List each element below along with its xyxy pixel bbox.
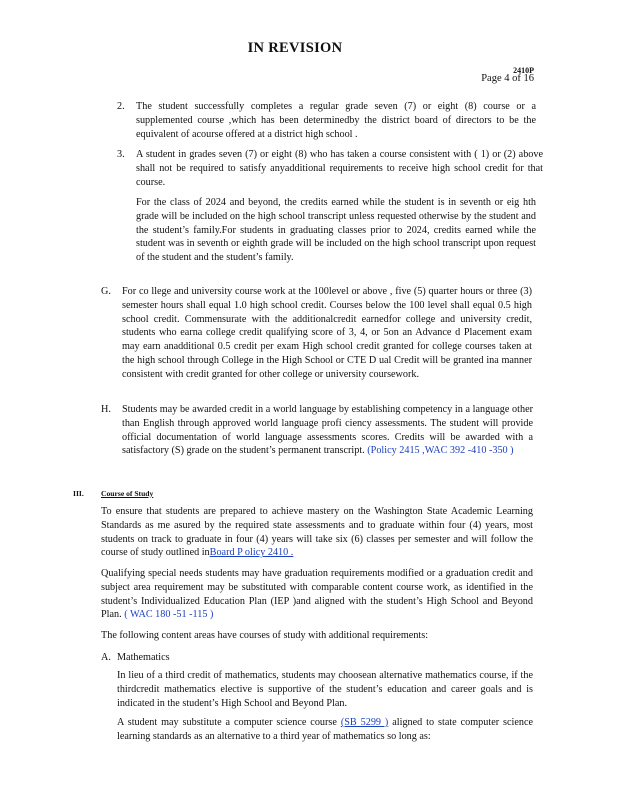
item-h-marker: H. [101, 404, 111, 415]
cs-substitute-text: A student may substitute a computer science course [117, 717, 337, 728]
item-g-paragraph: For co llege and university course work at the 100level or above , five (5) quarter hours or three (3) semester hours shall equal 1.0 high school credit. Courses below the 100 level shall equal 0.5 high school credit. Commensurate with the additionalcredit earnedfor college and university credit, students who earna college credit qualifying score of 3, 4, or 5on an Advance d Placement exam may earn anadditional 0.5 credit per exam High school credit granted for college courses taken at the high school through College in the High School or CTE D ual Credit will be granted ina manner consistent with credit granted for other college or university coursework. [122, 286, 532, 380]
item-3-marker: 3. [117, 149, 125, 160]
sub-a-marker: A. [101, 652, 111, 663]
sb-5299-link[interactable]: (SB 5299 ) [340, 717, 389, 728]
item-2-paragraph: The student successfully completes a regular grade seven (7) or eight (8) course or a supplemented course ,which has been determinedby the district board of directors to be the equivalent of acourse offered at a district high school . [136, 101, 536, 140]
mathematics-heading: Mathematics [117, 652, 170, 663]
item-g-text [122, 285, 532, 382]
item-3-paragraph: A student in grades seven (7) or eight (8) who has taken a course consistent with ( 1) or (2) above shall not be required to satisfy anyadditional requirements to receive high school credit for that course. [136, 149, 543, 188]
item-3-note [136, 196, 536, 265]
content-areas-text: The following content areas have courses of study with additional requirements: [101, 630, 429, 641]
cs-substitute-text-end: aligned to state computer science learning standards as an alternative to a third year of mathematics so long as: [117, 717, 534, 742]
item-h-text [122, 403, 533, 458]
wac-180-reference: ( WAC 180 -51 -115 ) [124, 609, 214, 621]
page-number: Page 4 of 16 [481, 73, 534, 84]
section-3-para-2 [101, 567, 533, 622]
item-3-text [136, 148, 543, 189]
special-needs-text: Qualifying special needs students may have graduation requirements modified or a graduation credit and subject area requirement may be substituted with comparable content course work, as identified in the student’s Individualized Education Plan (IEP )and aligned with the student’s High School and Beyond Plan. [101, 568, 533, 621]
item-h-paragraph [122, 403, 533, 458]
item-g-marker: G. [101, 286, 111, 297]
course-of-study-text: To ensure that students are prepared to achieve mastery on the Washington State Academic Learning Standards as me asured by the required state assessments and to graduate within four (4) years, most students on track to graduate in four (4) years will take six (6) classes per semester and will follow the course of study outlined in [101, 506, 533, 559]
item-3-note-paragraph: For the class of 2024 and beyond, the credits earned while the student is in seventh or eig hth grade will be included on the high school transcript unless requested otherwise by the student and the student’s family.For students in graduating classes prior to 2024, credits earned while the student was in seventh or eighth grade will be included on the high school transcript upon request of the student and the student’s family. [136, 197, 536, 264]
revision-title: IN REVISION [247, 40, 343, 56]
section-3-para-1 [101, 505, 533, 560]
third-credit-text: In lieu of a third credit of mathematics, students may choosean alternative mathematics course, if the thirdcredit mathematics elective is supportive of the student’s education and career goals and is indicated in the student’s High School and Beyond Plan. [117, 670, 533, 709]
board-policy-2410-link[interactable]: Board P olicy 2410 . [209, 547, 294, 559]
item-2-text [136, 100, 536, 141]
policy-wac-reference: (Policy 2415 ,WAC 392 -410 -350 ) [367, 445, 514, 457]
item-2-marker: 2. [117, 101, 125, 112]
section-3-numeral: III. [73, 489, 84, 498]
policy-number: 2410P [513, 66, 534, 75]
mathematics-para-1 [117, 669, 533, 710]
section-3-title: Course of Study [101, 489, 154, 498]
section-3-para-3 [101, 629, 533, 643]
mathematics-para-2 [117, 716, 533, 744]
item-h-body: Students may be awarded credit in a world language by establishing competency in a language other than English through approved world language profi ciency assessments. The student will provide official documentation of world language assessments scores. Credits will be awarded with a satisfactory (S) grade on the student’s permanent transcript. [122, 404, 533, 457]
